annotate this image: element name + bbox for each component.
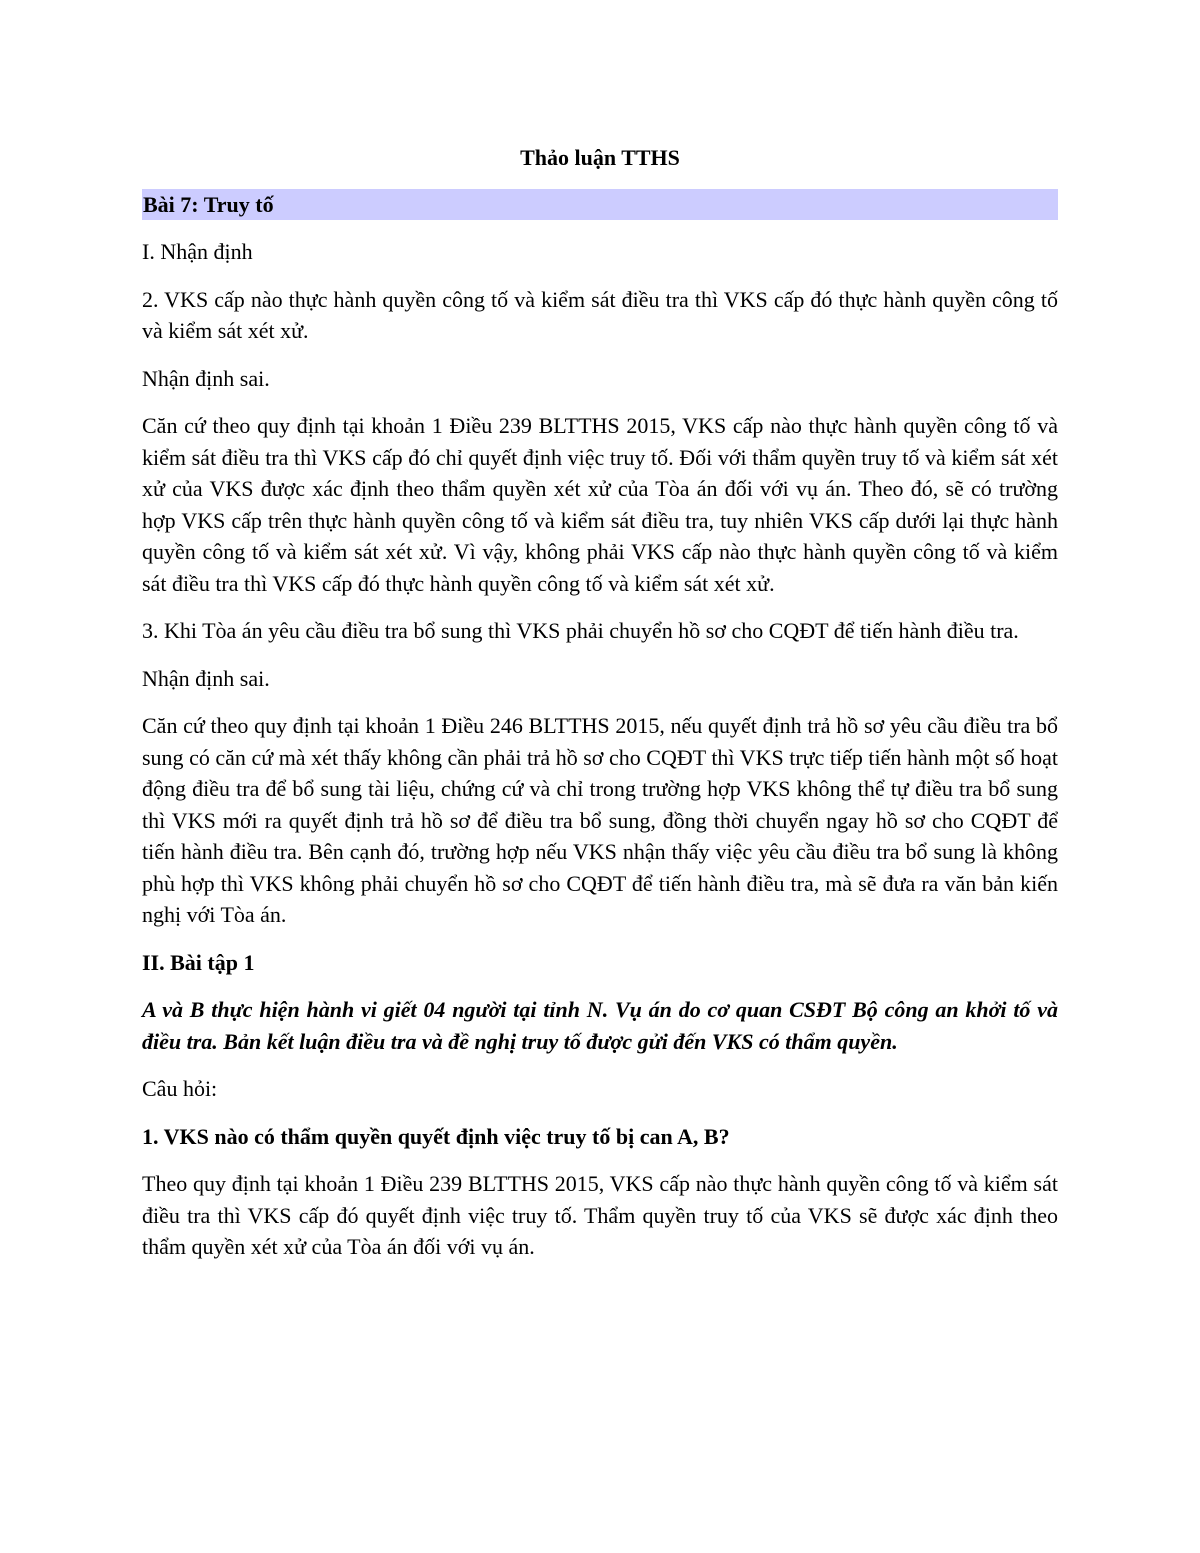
q2-statement: 2. VKS cấp nào thực hành quyền công tố và kiểm sát điều tra thì VKS cấp đó thực hành quyền công tố và kiểm sát xét xử. xyxy=(142,286,1058,343)
questions-label: Câu hỏi: xyxy=(142,1076,218,1101)
part1-heading: I. Nhận định xyxy=(142,239,253,264)
exercise-q1-question: 1. VKS nào có thẩm quyền quyết định việc truy tố bị can A, B? xyxy=(142,1123,730,1149)
q3-statement: 3. Khi Tòa án yêu cầu điều tra bổ sung thì VKS phải chuyển hồ sơ cho CQĐT để tiến hành điều tra. xyxy=(142,618,1019,643)
q3-verdict: Nhận định sai. xyxy=(142,665,270,691)
q2-verdict: Nhận định sai. xyxy=(142,365,270,391)
q2-explanation: Căn cứ theo quy định tại khoản 1 Điều 239 BLTTHS 2015, VKS cấp nào thực hành quyền công tố và kiểm sát điều tra thì VKS cấp đó chỉ quyết định việc truy tố. Đối với thẩm quyền truy tố và kiểm sát xét xử của VKS được xác định theo thẩm quyền xét xử của Tòa án đối với vụ án. Theo đó, sẽ có trường hợp VKS cấp trên thực hành quyền công tố và kiểm sát điều tra, tuy nhiên VKS cấp dưới lại thực hành quyền công tố và kiểm sát xét xử. Vì vậy, không phải VKS cấp nào thực hành quyền công tố và kiểm sát điều tra thì VKS cấp đó thực hành quyền công tố và kiểm sát xét xử. xyxy=(142,413,1058,596)
exercise-q1-answer: Theo quy định tại khoản 1 Điều 239 BLTTHS 2015, VKS cấp nào thực hành quyền công tố và kiểm sát điều tra thì VKS cấp đó quyết định việc truy tố. Thẩm quyền truy tố của VKS sẽ được xác định theo thẩm quyền xét xử của Tòa án đối với vụ án. xyxy=(142,1171,1058,1259)
case-facts: A và B thực hiện hành vi giết 04 người tại tỉnh N. Vụ án do cơ quan CSĐT Bộ công an khởi tố và điều tra. Bản kết luận điều tra và đề nghị truy tố được gửi đến VKS có thẩm quyền. xyxy=(142,997,1058,1054)
part2-heading: II. Bài tập 1 xyxy=(142,949,255,975)
lesson-heading: Bài 7: Truy tố xyxy=(142,189,1058,220)
q3-explanation: Căn cứ theo quy định tại khoản 1 Điều 246 BLTTHS 2015, nếu quyết định trả hồ sơ yêu cầu điều tra bổ sung có căn cứ mà xét thấy không cần phải trả hồ sơ cho CQĐT thì VKS trực tiếp tiến hành một số hoạt động điều tra để bổ sung tài liệu, chứng cứ và chỉ trong trường hợp VKS không thể tự điều tra bổ sung thì VKS mới ra quyết định trả hồ sơ để điều tra bổ sung, đồng thời chuyển ngay hồ sơ cho CQĐT để tiến hành điều tra. Bên cạnh đó, trường hợp nếu VKS nhận thấy việc yêu cầu điều tra bổ sung là không phù hợp thì VKS không phải chuyển hồ sơ cho CQĐT để tiến hành điều tra, mà sẽ đưa ra văn bản kiến nghị với Tòa án. xyxy=(142,713,1058,927)
document-page xyxy=(142,142,1058,1279)
document-title: Thảo luận TTHS xyxy=(520,145,680,170)
